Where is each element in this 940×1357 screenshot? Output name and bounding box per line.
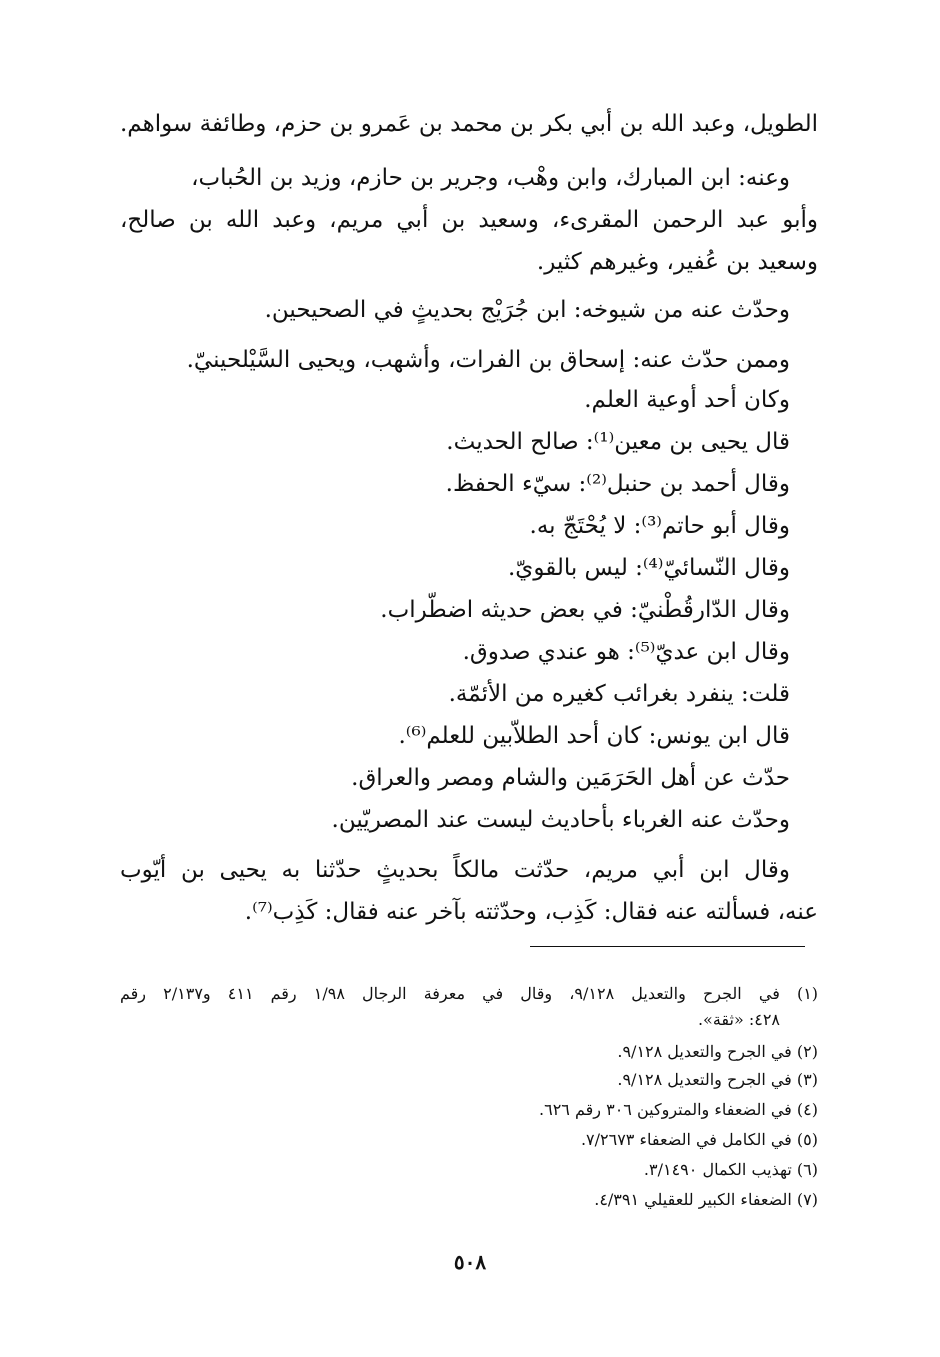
footnote-line: (٦) تهذيب الكمال ٣/١٤٩٠. [643,1160,818,1179]
body-line: وقال الدّارقُطْنيّ: في بعض حديثه اضطّراب. [380,597,790,623]
body-line: الطويل، وعبد الله بن أبي بكر بن محمد بن عَمرو بن حزم، وطائفة سواهم. [119,111,818,137]
body-line: قلت: ينفرد بغرائب كغيره من الأئمّة. [448,681,790,707]
body-line: وكان أحد أوعية العلم. [584,387,790,413]
footnote-line: (١) في الجرح والتعديل ٩/١٢٨، وقال في معرفة الرجال ١/٩٨ رقم ٤١١ و٢/١٣٧ رقم [120,984,819,1003]
body-line: وقال ابن عديّ⁽⁵⁾: هو عندي صدوق. [462,639,790,665]
body-line: وقال أبو حاتم⁽³⁾: لا يُحْتَجّ به. [529,513,790,539]
body-line: قال يحيى بن معين⁽¹⁾: صالح الحديث. [446,429,790,455]
footnote-divider [530,946,805,947]
body-line: قال ابن يونس: كان أحد الطلاّبين للعلم⁽⁶⁾. [398,723,790,749]
footnote-line: (٤) في الضعفاء والمتروكين ٣٠٦ رقم ٦٢٦. [539,1100,818,1119]
footnote-line: (٣) في الجرح والتعديل ٩/١٢٨. [617,1070,818,1089]
footnote-line: (٥) في الكامل في الضعفاء ٧/٢٦٧٣. [580,1130,818,1149]
footnote-line: (٧) الضعفاء الكبير للعقيلي ٤/٣٩١. [594,1190,818,1209]
body-line: وسعيد بن عُفير، وغيرهم كثير. [536,249,818,275]
body-line: وعنه: ابن المبارك، وابن وهْب، وجرير بن حازم، وزيد بن الحُباب، [191,165,790,191]
body-line: حدّث عن أهل الحَرَمَين والشام ومصر والعراق. [351,765,790,791]
body-line: عنه، فسألته عنه فقال: كَذِب، وحدّثته بآخر عنه فقال: كَذِب⁽⁷⁾. [244,899,818,925]
body-line: وحدّث عنه الغرباء بأحاديث ليست عند المصريّين. [331,807,790,833]
footnote-line: ٤٢٨: «ثقة». [697,1010,780,1029]
body-line: وقال ابن أبي مريم، حدّثت مالكاً بحديثٍ حدّثنا به يحيى بن أيّوب [120,857,790,883]
body-line: وأبو عبد الرحمن المقرىء، وسعيد بن أبي مريم، وعبد الله بن صالح، [120,207,818,233]
page-number: ٥٠٨ [453,1250,487,1274]
footnote-line: (٢) في الجرح والتعديل ٩/١٢٨. [617,1042,818,1061]
body-line: وحدّث عنه من شيوخه: ابن جُرَيْج بحديثٍ في الصحيحين. [264,297,790,323]
body-line: وممن حدّث عنه: إسحاق بن الفرات، وأشهب، ويحيى السَّيْلحينيّ. [186,347,790,373]
body-line: وقال أحمد بن حنبل⁽²⁾: سيّء الحفظ. [445,471,790,497]
body-line: وقال النّسائيّ⁽⁴⁾: ليس بالقويّ. [508,555,790,581]
